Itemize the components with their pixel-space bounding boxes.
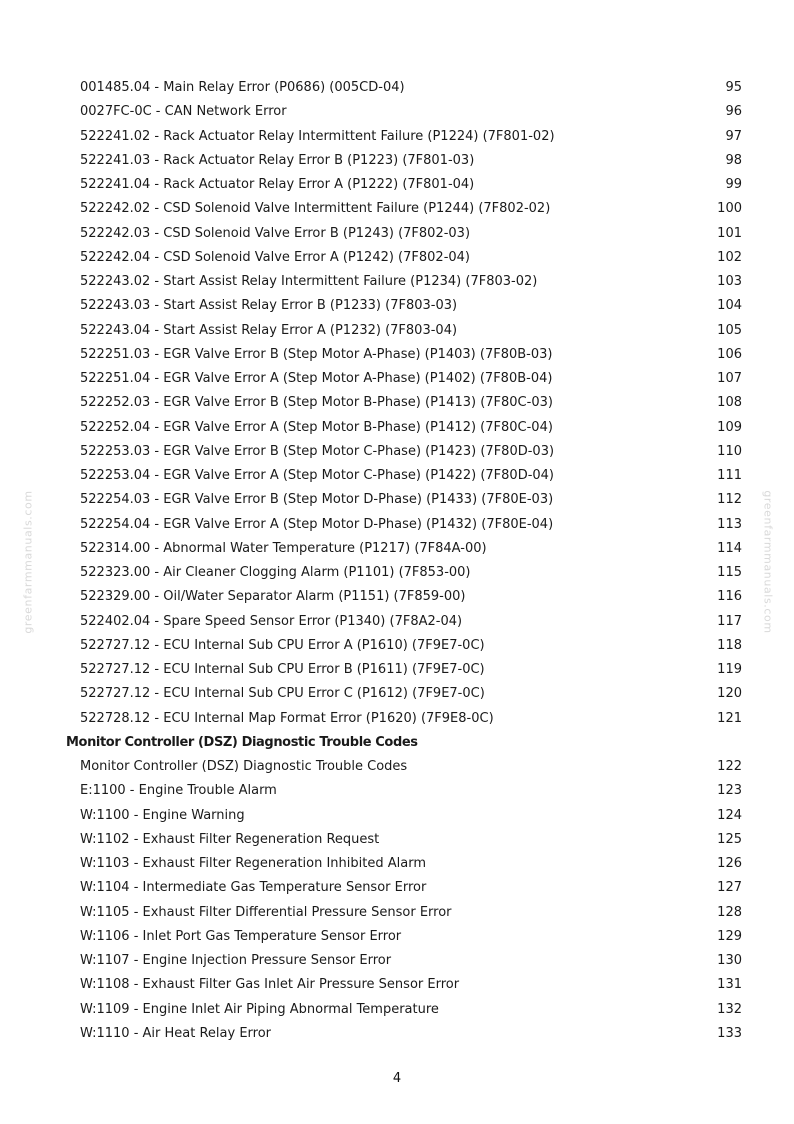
toc-entry[interactable]	[66, 149, 742, 173]
toc-entry-title: 522242.02 - CSD Solenoid Valve Intermittent Failure (P1244) (7F802-02)	[80, 201, 551, 217]
toc-entry[interactable]	[66, 343, 742, 367]
toc-entry-title: 522242.04 - CSD Solenoid Valve Error A (P1242) (7F802-04)	[80, 249, 470, 265]
toc-entry[interactable]	[66, 367, 742, 391]
toc-entry-title: 522402.04 - Spare Speed Sensor Error (P1340) (7F8A2-04)	[80, 613, 463, 629]
toc-entry[interactable]	[66, 125, 742, 149]
toc-entry-page: 98	[725, 152, 742, 168]
toc-entry[interactable]	[66, 634, 742, 658]
toc-entry-page: 95	[725, 80, 742, 95]
toc-entry[interactable]	[66, 440, 742, 464]
toc-entry[interactable]	[66, 828, 742, 852]
toc-entry-page: 103	[717, 274, 742, 289]
toc-entry[interactable]	[66, 270, 742, 294]
toc-entry[interactable]	[66, 488, 742, 512]
toc-entry-page: 115	[717, 565, 742, 580]
toc-entry-title: W:1108 - Exhaust Filter Gas Inlet Air Pressure Sensor Error	[80, 977, 460, 993]
toc-entry-title: 522727.12 - ECU Internal Sub CPU Error A (P1610) (7F9E7-0C)	[80, 637, 485, 653]
toc-entry[interactable]	[66, 610, 742, 634]
toc-entry-page: 97	[725, 128, 742, 144]
page-number: 4	[392, 1071, 402, 1086]
toc-entry[interactable]	[66, 319, 742, 343]
toc-entry-page: 119	[717, 662, 742, 677]
toc-entry-page: 106	[717, 346, 742, 362]
toc-entry-page: 113	[717, 516, 742, 532]
watermark-left: greenfarmmanuals.com	[21, 490, 35, 634]
toc-entry[interactable]	[66, 173, 742, 197]
toc-entry-title: W:1110 - Air Heat Relay Error	[80, 1025, 272, 1041]
toc-entry-title: 522323.00 - Air Cleaner Clogging Alarm (P1101) (7F853-00)	[80, 565, 471, 580]
toc-entry-title: E:1100 - Engine Trouble Alarm	[80, 783, 277, 799]
toc-entry[interactable]	[66, 901, 742, 925]
toc-entry-page: 127	[717, 880, 742, 896]
toc-entry-title: 522251.04 - EGR Valve Error A (Step Motor A-Phase) (P1402) (7F80B-04)	[80, 371, 553, 386]
toc-entry-page: 108	[717, 395, 742, 411]
toc-entry-page: 130	[717, 953, 742, 968]
toc-entry-title: 522252.03 - EGR Valve Error B (Step Motor B-Phase) (P1413) (7F80C-03)	[80, 395, 553, 411]
toc-entry-page: 99	[725, 177, 742, 192]
toc-entry-page: 121	[717, 710, 742, 726]
toc-entry[interactable]	[66, 464, 742, 488]
toc-entry[interactable]	[66, 513, 742, 537]
watermark-right: greenfarmmanuals.com	[761, 490, 775, 634]
toc-entry-title: W:1109 - Engine Inlet Air Piping Abnormal Temperature	[80, 1001, 439, 1017]
toc-entry[interactable]	[66, 585, 742, 609]
toc-entry-page: 101	[717, 225, 742, 241]
toc-entry-page: 100	[717, 201, 742, 217]
toc-entry-page: 104	[717, 298, 742, 314]
toc-entry-page: 116	[717, 589, 742, 605]
toc-entry-page: 117	[717, 613, 742, 629]
toc-entry-page: 96	[725, 104, 742, 120]
toc-entry-page: 122	[717, 759, 742, 774]
toc-entry-title: 522253.04 - EGR Valve Error A (Step Motor C-Phase) (P1422) (7F80D-04)	[80, 468, 555, 483]
toc-entry-page: 129	[717, 928, 742, 944]
toc-entry-page: 133	[717, 1025, 742, 1041]
toc-entry[interactable]	[66, 852, 742, 876]
toc-entry-title: 522253.03 - EGR Valve Error B (Step Motor C-Phase) (P1423) (7F80D-03)	[80, 443, 555, 459]
toc-entry-title: 522241.02 - Rack Actuator Relay Intermittent Failure (P1224) (7F801-02)	[80, 128, 555, 144]
toc-entry[interactable]	[66, 100, 742, 124]
toc-entry[interactable]	[66, 537, 742, 561]
toc-entry-page: 105	[717, 322, 742, 338]
toc-entry[interactable]	[66, 1022, 742, 1046]
toc-entry-title: W:1102 - Exhaust Filter Regeneration Request	[80, 831, 380, 847]
table-of-contents	[66, 76, 742, 1046]
toc-entry-title: Monitor Controller (DSZ) Diagnostic Trouble Codes	[80, 759, 408, 774]
toc-entry-title: 522242.03 - CSD Solenoid Valve Error B (P1243) (7F802-03)	[80, 225, 471, 241]
toc-entry-title: W:1100 - Engine Warning	[80, 807, 245, 823]
toc-entry[interactable]	[66, 804, 742, 828]
toc-entry-title: W:1104 - Intermediate Gas Temperature Sensor Error	[80, 880, 427, 896]
toc-entry-page: 126	[717, 856, 742, 871]
toc-entry-title: 522243.03 - Start Assist Relay Error B (P1233) (7F803-03)	[80, 298, 458, 314]
toc-entry[interactable]	[66, 416, 742, 440]
toc-entry[interactable]	[66, 246, 742, 270]
toc-entry[interactable]	[66, 779, 742, 803]
toc-entry-title: W:1103 - Exhaust Filter Regeneration Inhibited Alarm	[80, 856, 426, 871]
toc-entry-page: 125	[717, 831, 742, 847]
toc-entry-page: 110	[717, 443, 742, 459]
toc-entry-page: 123	[717, 783, 742, 799]
toc-entry-page: 111	[717, 468, 742, 483]
toc-entry-page: 118	[717, 637, 742, 653]
toc-entry[interactable]	[66, 294, 742, 318]
toc-entry-title: 522727.12 - ECU Internal Sub CPU Error C (P1612) (7F9E7-0C)	[80, 686, 485, 702]
toc-entry[interactable]	[66, 197, 742, 221]
toc-entry-title: 0027FC-0C - CAN Network Error	[80, 104, 287, 120]
toc-entry-page: 112	[717, 492, 742, 508]
toc-entry[interactable]	[66, 682, 742, 706]
toc-entry-title: 522254.04 - EGR Valve Error A (Step Motor D-Phase) (P1432) (7F80E-04)	[80, 516, 554, 532]
toc-entry-page: 128	[717, 904, 742, 920]
toc-entry-title: 522243.04 - Start Assist Relay Error A (P1232) (7F803-04)	[80, 322, 458, 338]
toc-entry[interactable]	[66, 658, 742, 682]
toc-entry[interactable]	[66, 998, 742, 1022]
toc-entry-title: 001485.04 - Main Relay Error (P0686) (005CD-04)	[80, 80, 405, 95]
toc-entry-page: 131	[717, 977, 742, 993]
toc-entry[interactable]	[66, 561, 742, 585]
toc-entry[interactable]	[66, 707, 742, 731]
toc-entry-title: W:1105 - Exhaust Filter Differential Pressure Sensor Error	[80, 904, 452, 920]
toc-entry-page: 109	[717, 419, 742, 435]
toc-entry-page: 114	[717, 540, 742, 556]
toc-entry-title: 522727.12 - ECU Internal Sub CPU Error B (P1611) (7F9E7-0C)	[80, 662, 485, 677]
toc-entry-title: 522243.02 - Start Assist Relay Intermittent Failure (P1234) (7F803-02)	[80, 274, 538, 289]
toc-entry[interactable]	[66, 755, 742, 779]
toc-entry-title: 522329.00 - Oil/Water Separator Alarm (P1151) (7F859-00)	[80, 589, 466, 605]
toc-entry-title: 522728.12 - ECU Internal Map Format Error (P1620) (7F9E8-0C)	[80, 710, 494, 726]
toc-section-heading	[66, 731, 742, 755]
toc-entry[interactable]	[66, 876, 742, 900]
toc-entry-title: 522241.04 - Rack Actuator Relay Error A (P1222) (7F801-04)	[80, 177, 475, 192]
toc-entry-page: 124	[717, 807, 742, 823]
toc-entry[interactable]	[66, 222, 742, 246]
toc-entry-page: 107	[717, 371, 742, 386]
section-title: Monitor Controller (DSZ) Diagnostic Trouble Codes	[66, 734, 418, 750]
toc-entry[interactable]	[66, 973, 742, 997]
toc-entry[interactable]	[66, 925, 742, 949]
toc-entry-page: 132	[717, 1001, 742, 1017]
toc-entry[interactable]	[66, 391, 742, 415]
toc-entry-title: W:1107 - Engine Injection Pressure Sensor Error	[80, 953, 392, 968]
toc-entry-title: 522252.04 - EGR Valve Error A (Step Motor B-Phase) (P1412) (7F80C-04)	[80, 419, 553, 435]
toc-entry-title: 522254.03 - EGR Valve Error B (Step Motor D-Phase) (P1433) (7F80E-03)	[80, 492, 554, 508]
toc-entry-title: W:1106 - Inlet Port Gas Temperature Sensor Error	[80, 928, 402, 944]
toc-entry-title: 522241.03 - Rack Actuator Relay Error B (P1223) (7F801-03)	[80, 152, 475, 168]
toc-entry-title: 522251.03 - EGR Valve Error B (Step Motor A-Phase) (P1403) (7F80B-03)	[80, 346, 553, 362]
toc-entry-page: 102	[717, 249, 742, 265]
toc-entry[interactable]	[66, 949, 742, 973]
toc-entry[interactable]	[66, 76, 742, 100]
toc-entry-page: 120	[717, 686, 742, 702]
toc-entry-title: 522314.00 - Abnormal Water Temperature (P1217) (7F84A-00)	[80, 540, 487, 556]
